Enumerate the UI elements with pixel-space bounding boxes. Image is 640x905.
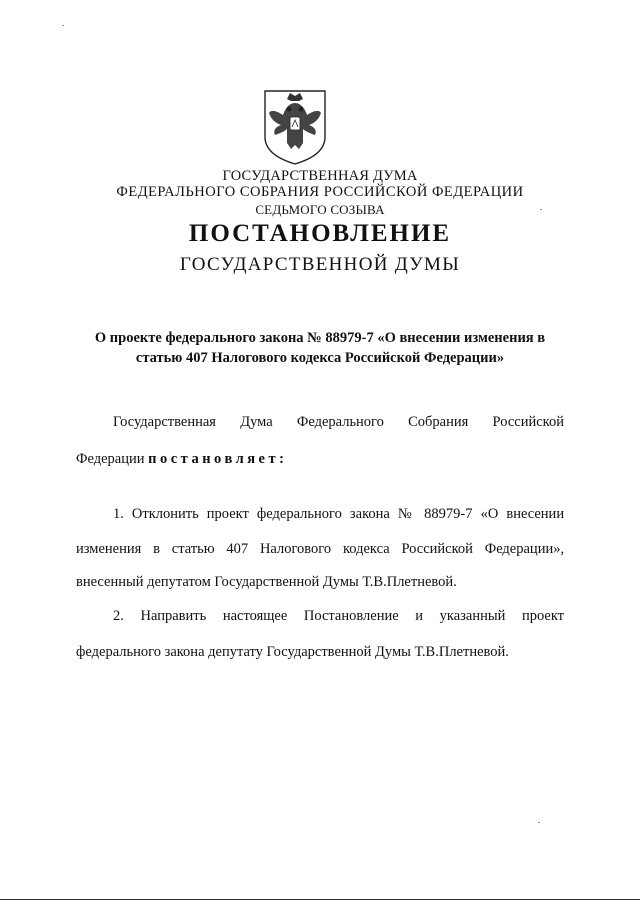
word: изменения (76, 541, 142, 557)
word: Федерации (76, 451, 145, 467)
organization-full-name: ФЕДЕРАЛЬНОГО СОБРАНИЯ РОССИЙСКОЙ ФЕДЕРАЦИИ (116, 184, 524, 200)
item-2-line-2: федерального закона депутату Государственной Думы Т.В.Плетневой. (76, 644, 509, 660)
word: Российской (492, 414, 564, 430)
document-subject (80, 328, 560, 368)
word: Государственная (113, 414, 216, 430)
item-1-line-1 (113, 506, 564, 523)
item-1-line-3: внесенный депутатом Государственной Думы Т.В.Плетневой. (76, 574, 457, 590)
word: внесении (506, 506, 565, 522)
subject-line-1: О проекте федерального закона № 88979-7 «О внесении изменения в (94, 330, 546, 346)
word: Федерации», (484, 541, 565, 557)
scan-speck (62, 25, 64, 26)
convocation: СЕДЬМОГО СОЗЫВА (255, 202, 385, 217)
organization-name: ГОСУДАРСТВЕННАЯ ДУМА (222, 168, 418, 184)
word: 407 (226, 541, 249, 557)
scan-speck (540, 209, 542, 210)
word: Федерального (296, 414, 384, 430)
word: закона (349, 506, 390, 522)
decree-word: постановляет: (148, 451, 288, 467)
word: проект (521, 608, 565, 624)
word: и (415, 608, 424, 624)
word: Постановление (303, 608, 399, 624)
word: Дума (240, 414, 273, 430)
scan-speck (538, 822, 540, 823)
word: 1. Отклонить (113, 506, 199, 522)
word: Российской (401, 541, 473, 557)
document-type-title: ПОСТАНОВЛЕНИЕ (188, 220, 452, 247)
issuer-title: ГОСУДАРСТВЕННОЙ ДУМЫ (179, 254, 461, 275)
word: кодекса (342, 541, 390, 557)
word: федерального (256, 506, 342, 522)
preamble-line-1 (113, 414, 564, 431)
word: Собрания (408, 414, 469, 430)
subject-line-2: статью 407 Налогового кодекса Российской Федерации» (135, 350, 505, 366)
word: статью (171, 541, 215, 557)
word: в (153, 541, 160, 557)
word: проект (206, 506, 249, 522)
word: «О (480, 506, 499, 522)
preamble-line-2 (76, 451, 287, 468)
word: № 88979-7 (397, 506, 473, 522)
item-2-line-1 (113, 608, 564, 625)
word: Налогового (259, 541, 332, 557)
page-bottom-rule (0, 899, 640, 900)
word: указанный (439, 608, 506, 624)
item-1-line-2 (76, 541, 564, 558)
coat-of-arms-icon (259, 87, 331, 167)
word: 2. Направить (113, 608, 207, 624)
word: настоящее (222, 608, 288, 624)
